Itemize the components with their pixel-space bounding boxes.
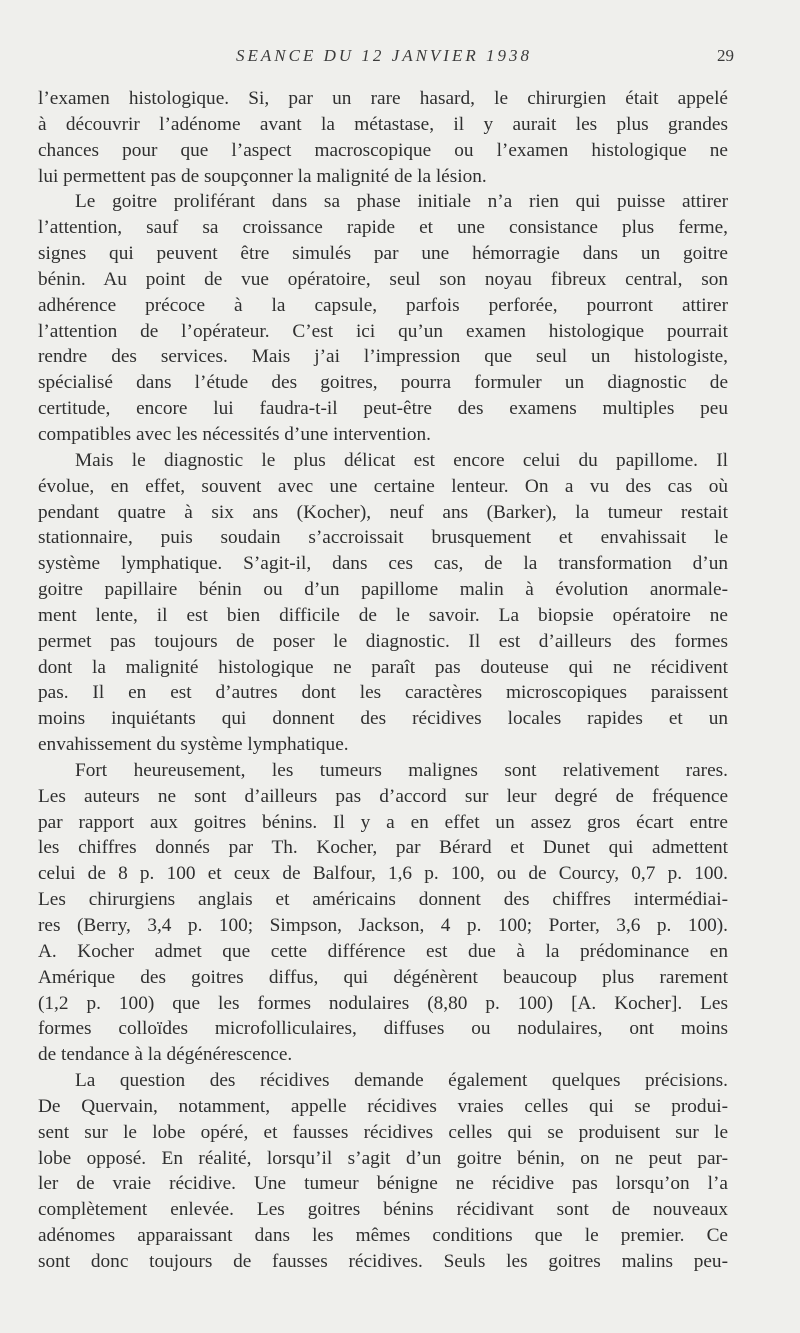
text-line: signes qui peuvent être simulés par une hémorragie dans un goitre — [38, 243, 728, 265]
text-line: Les chirurgiens anglais et américains donnent des chiffres intermédiai- — [38, 889, 728, 911]
text-line: La question des récidives demande également quelques précisions. — [75, 1070, 728, 1092]
text-line: adénomes apparaissant dans les mêmes conditions que le premier. Ce — [38, 1225, 728, 1247]
text-line: sent sur le lobe opéré, et fausses récidives celles qui se produisent sur le — [38, 1121, 728, 1143]
text-line: (1,2 p. 100) que les formes nodulaires (8,80 p. 100) [A. Kocher]. Les — [38, 992, 728, 1014]
text-line: ler de vraie récidive. Une tumeur bénigne ne récidive pas lorsqu’on l’a — [38, 1173, 728, 1195]
text-line: envahissement du système lymphatique. — [38, 734, 349, 756]
text-line: lui permettent pas de soupçonner la malignité de la lésion. — [38, 165, 487, 187]
text-line: ment lente, il est bien difficile de le savoir. La biopsie opératoire ne — [38, 604, 728, 626]
text-line: par rapport aux goitres bénins. Il y a en effet un assez gros écart entre — [38, 811, 728, 833]
text-line: Le goitre proliférant dans sa phase initiale n’a rien qui puisse attirer — [75, 191, 728, 213]
text-line: les chiffres donnés par Th. Kocher, par Bérard et Dunet qui admettent — [38, 837, 728, 859]
text-line: spécialisé dans l’étude des goitres, pourra formuler un diagnostic de — [38, 372, 728, 394]
running-title: SEANCE DU 12 JANVIER 1938 — [236, 46, 532, 65]
text-line: res (Berry, 3,4 p. 100; Simpson, Jackson, 4 p. 100; Porter, 3,6 p. 100). — [38, 915, 728, 936]
text-line: Fort heureusement, les tumeurs malignes sont relativement rares. — [75, 759, 728, 781]
text-line: rendre des services. Mais j’ai l’impression que seul un histologiste, — [38, 346, 728, 368]
text-line: moins inquiétants qui donnent des récidives locales rapides et un — [38, 708, 728, 730]
text-line: A. Kocher admet que cette différence est due à la prédominance en — [38, 940, 728, 962]
running-header — [38, 46, 734, 70]
text-line: formes colloïdes microfolliculaires, diffuses ou nodulaires, ont moins — [38, 1018, 728, 1040]
text-line: permet pas toujours de poser le diagnostic. Il est d’ailleurs des formes — [38, 630, 728, 652]
text-line: bénin. Au point de vue opératoire, seul son noyau fibreux central, son — [38, 268, 728, 290]
text-line: Mais le diagnostic le plus délicat est encore celui du papillome. Il — [75, 449, 728, 471]
text-line: pas. Il en est d’autres dont les caractères microscopiques paraissent — [38, 682, 728, 704]
text-line: stationnaire, puis soudain s’accroissait brusquement et envahissait le — [38, 527, 728, 549]
text-line: certitude, encore lui faudra-t-il peut-être des examens multiples peu — [38, 398, 728, 420]
body-text — [38, 86, 728, 1275]
text-line: lobe opposé. En réalité, lorsqu’il s’agit d’un goitre bénin, on ne peut par- — [38, 1147, 728, 1169]
text-line: celui de 8 p. 100 et ceux de Balfour, 1,6 p. 100, ou de Courcy, 0,7 p. 100. — [38, 863, 728, 885]
text-line: l’attention, sauf sa croissance rapide et une consistance plus ferme, — [38, 217, 728, 239]
text-line: sont donc toujours de fausses récidives. Seuls les goitres malins peu- — [38, 1250, 728, 1272]
text-line: adhérence précoce à la capsule, parfois perforée, pourront attirer — [38, 294, 728, 316]
text-line: complètement enlevée. Les goitres bénins récidivant sont de nouveaux — [38, 1199, 728, 1221]
text-line: De Quervain, notamment, appelle récidives vraies celles qui se produi- — [38, 1095, 728, 1117]
text-line: évolue, en effet, souvent avec une certaine lenteur. On a vu des cas où — [38, 475, 728, 497]
text-line: système lymphatique. S’agit-il, dans ces cas, de la transformation d’un — [38, 553, 728, 575]
page-number: 29 — [717, 46, 734, 65]
text-line: de tendance à la dégénérescence. — [38, 1044, 293, 1066]
text-line: l’attention de l’opérateur. C’est ici qu’un examen histologique pourrait — [38, 320, 728, 342]
text-line: goitre papillaire bénin ou d’un papillome malin à évolution anormale- — [38, 579, 728, 601]
text-line: pendant quatre à six ans (Kocher), neuf ans (Barker), la tumeur restait — [38, 501, 728, 523]
text-line: compatibles avec les nécessités d’une intervention. — [38, 423, 431, 445]
text-line: à découvrir l’adénome avant la métastase, il y aurait les plus grandes — [38, 113, 728, 135]
text-line: Les auteurs ne sont d’ailleurs pas d’accord sur leur degré de fréquence — [38, 785, 728, 807]
text-line: Amérique des goitres diffus, qui dégénèrent beaucoup plus rarement — [38, 966, 728, 988]
text-line: chances pour que l’aspect macroscopique ou l’examen histologique ne — [38, 139, 728, 161]
text-line: l’examen histologique. Si, par un rare hasard, le chirurgien était appelé — [38, 88, 728, 109]
text-line: dont la malignité histologique ne paraît pas douteuse qui ne récidivent — [38, 656, 728, 678]
